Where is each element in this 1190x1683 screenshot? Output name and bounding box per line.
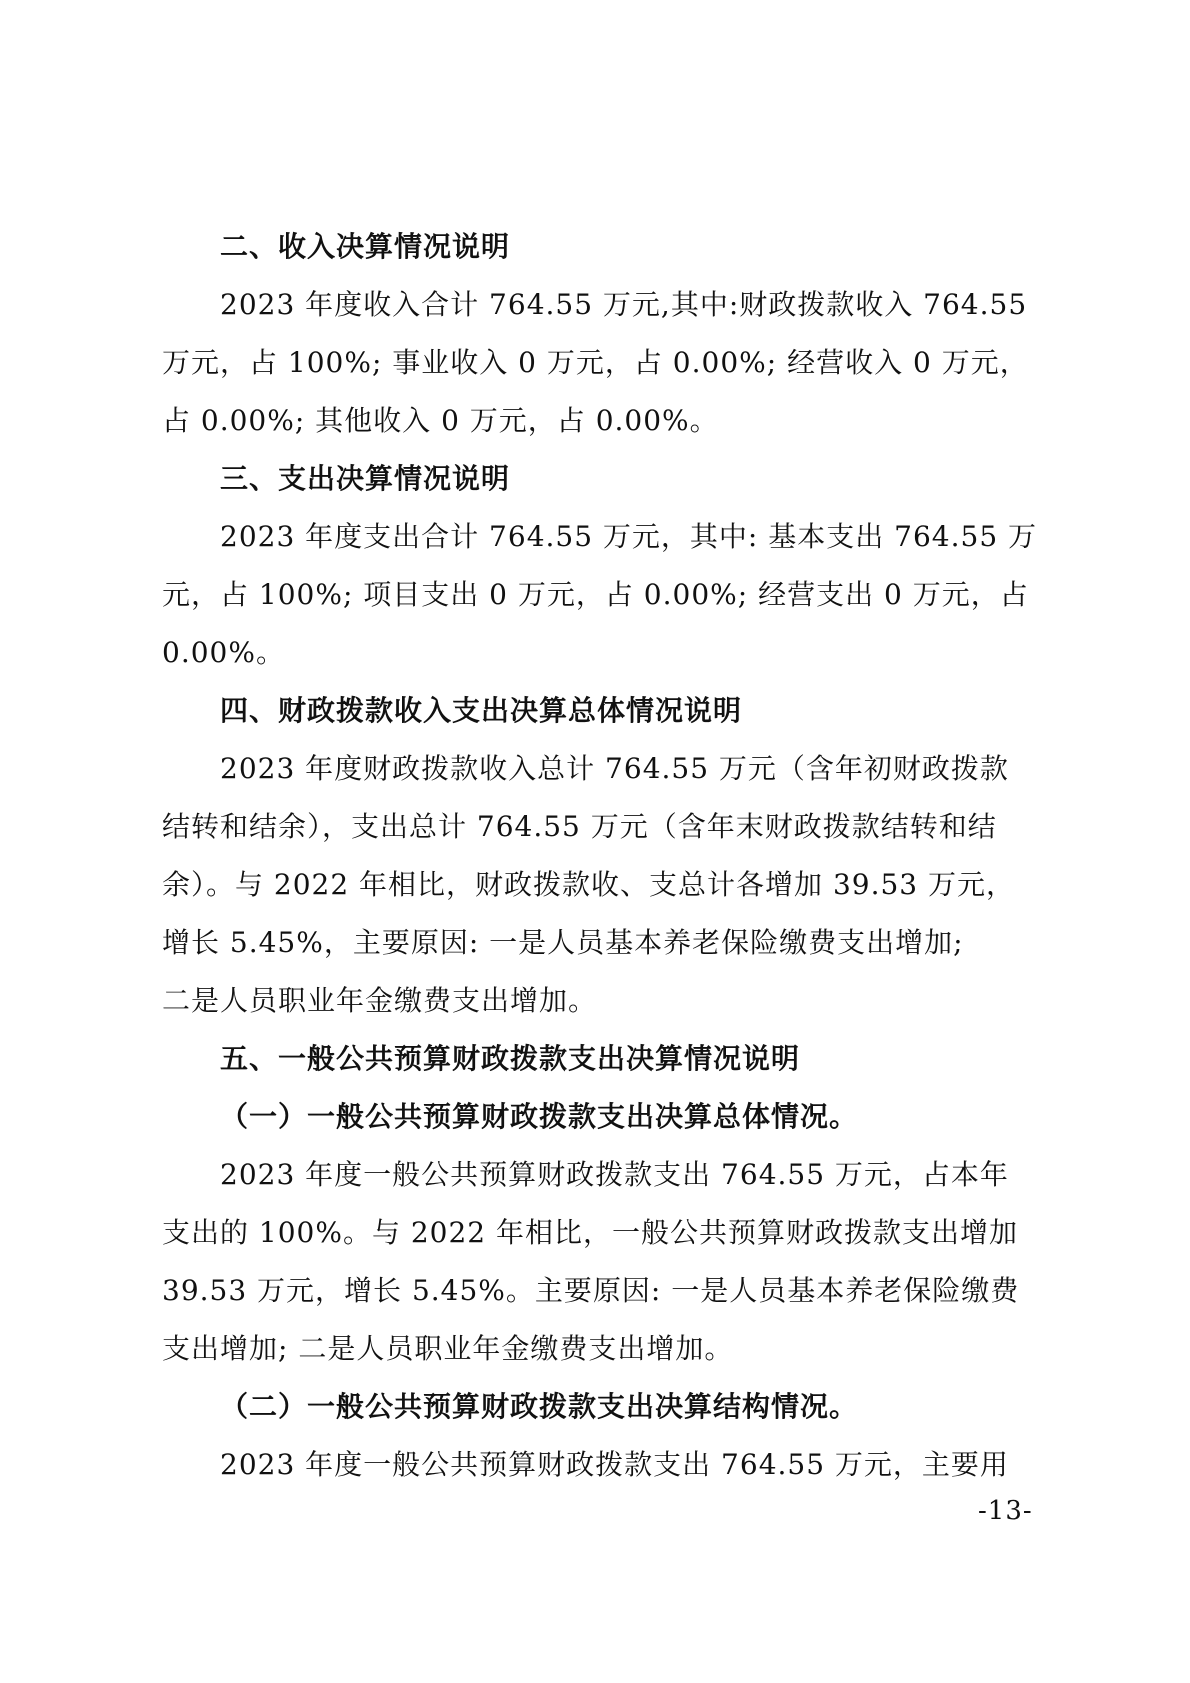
text-line: 增长 5.45%，主要原因: 一是人员基本养老保险缴费支出增加; xyxy=(162,926,964,959)
text-line: 结转和结余），支出总计 764.55 万元（含年末财政拨款结转和结 xyxy=(162,810,997,843)
text-line: 39.53 万元，增长 5.45%。主要原因: 一是人员基本养老保险缴费 xyxy=(162,1274,1020,1307)
text-line: 2023 年度一般公共预算财政拨款支出 764.55 万元，主要用 xyxy=(220,1448,1009,1481)
text-line: 占 0.00%; 其他收入 0 万元，占 0.00%。 xyxy=(162,404,719,437)
section-heading-income: 二、收入决算情况说明 xyxy=(220,230,511,263)
text-line: 2023 年度一般公共预算财政拨款支出 764.55 万元，占本年 xyxy=(220,1158,1009,1191)
text-line: 支出增加; 二是人员职业年金缴费支出增加。 xyxy=(162,1332,734,1365)
text-line: 2023 年度收入合计 764.55 万元,其中:财政拨款收入 764.55 xyxy=(220,288,1028,321)
subsection-heading-overall: （一）一般公共预算财政拨款支出决算总体情况。 xyxy=(220,1100,859,1133)
paragraph-fiscal-total xyxy=(162,740,1035,1030)
text-line: 万元，占 100%; 事业收入 0 万元，占 0.00%; 经营收入 0 万元， xyxy=(162,346,1029,379)
page-number: -13- xyxy=(978,1496,1033,1526)
text-line: 2023 年度支出合计 764.55 万元，其中: 基本支出 764.55 万 xyxy=(220,520,1038,553)
paragraph-general-budget-structure xyxy=(162,1436,1035,1494)
paragraph-general-budget-overall xyxy=(162,1146,1035,1378)
text-line: 0.00%。 xyxy=(162,636,285,669)
document-body xyxy=(162,218,1038,1494)
text-line: 元，占 100%; 项目支出 0 万元，占 0.00%; 经营支出 0 万元，占 xyxy=(162,578,1029,611)
text-line: 2023 年度财政拨款收入总计 764.55 万元（含年初财政拨款 xyxy=(220,752,1009,785)
section-heading-fiscal-total: 四、财政拨款收入支出决算总体情况说明 xyxy=(220,694,743,727)
text-line: 二是人员职业年金缴费支出增加。 xyxy=(162,984,598,1017)
section-heading-general-budget: 五、一般公共预算财政拨款支出决算情况说明 xyxy=(220,1042,801,1075)
subsection-heading-structure: （二）一般公共预算财政拨款支出决算结构情况。 xyxy=(220,1390,859,1423)
paragraph-income xyxy=(162,276,1035,450)
section-heading-expenditure: 三、支出决算情况说明 xyxy=(220,462,511,495)
paragraph-expenditure xyxy=(162,508,1038,682)
text-line: 支出的 100%。与 2022 年相比，一般公共预算财政拨款支出增加 xyxy=(162,1216,1019,1249)
text-line: 余）。与 2022 年相比，财政拨款收、支总计各增加 39.53 万元， xyxy=(162,868,1016,901)
